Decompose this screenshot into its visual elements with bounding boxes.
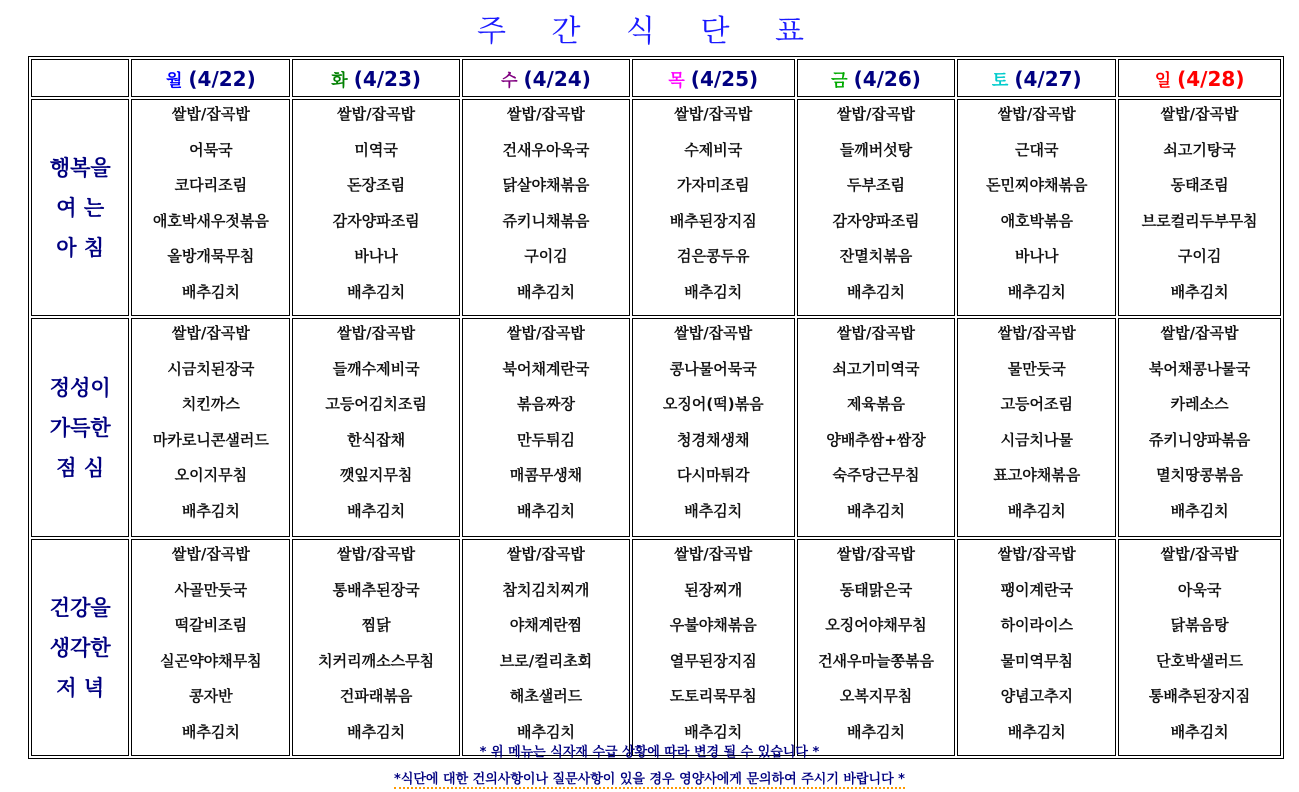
menu-list (798, 102, 955, 315)
menu-item: 코다리조림 (174, 176, 248, 194)
menu-item: 배추김치 (516, 501, 575, 520)
meal-label-line: 정성이 (49, 375, 111, 400)
menu-item: 배추김치 (1007, 722, 1066, 741)
menu-list (633, 542, 794, 755)
menu-item: 감자양파조림 (832, 211, 920, 230)
menu-item: 어묵국 (189, 140, 233, 159)
lunch-row (31, 318, 1281, 537)
menu-list (1119, 542, 1280, 755)
menu-item: 쌀밥/잡곡밥 (171, 105, 250, 123)
menu-list (132, 321, 289, 534)
menu-item: 팽이계란국 (1000, 580, 1074, 599)
menu-item: 볶음짜장 (516, 395, 575, 413)
menu-item: 바나나 (354, 247, 398, 265)
menu-item: 닭살야채볶음 (502, 176, 590, 194)
day-icon: 목 (668, 70, 685, 91)
day-header (462, 59, 630, 97)
menu-item: 청경채생채 (677, 430, 750, 449)
menu-item: 배추김치 (1170, 501, 1229, 520)
menu-item: 근대국 (1015, 140, 1059, 159)
menu-item: 쌀밥/잡곡밥 (997, 545, 1076, 563)
page-title: 주 간 식 단 표 (476, 14, 823, 49)
menu-cell (131, 99, 290, 316)
menu-item: 떡갈비조림 (174, 616, 248, 634)
menu-cell (292, 99, 460, 316)
menu-item: 건파래볶음 (339, 687, 413, 705)
menu-item: 미역국 (354, 140, 398, 159)
menu-item: 북어채콩나물국 (1148, 359, 1251, 378)
menu-item: 매콤무생채 (509, 466, 583, 484)
menu-item: 구이김 (1177, 247, 1222, 265)
day-date: (4/22) (188, 66, 256, 91)
day-date: (4/25) (690, 66, 759, 91)
menu-item: 쌀밥/잡곡밥 (674, 105, 753, 123)
menu-item: 오이지무침 (174, 466, 248, 484)
menu-item: 쌀밥/잡곡밥 (837, 545, 915, 563)
menu-cell (1118, 318, 1281, 537)
menu-cell (292, 539, 460, 756)
menu-item: 배추김치 (181, 501, 240, 520)
menu-item: 양념고추지 (1000, 687, 1074, 705)
day-icon: 화 (331, 70, 348, 91)
menu-item: 두부조림 (847, 176, 905, 194)
menu-item: 오징어(떡)볶음 (662, 395, 764, 413)
menu-item: 쌀밥/잡곡밥 (1160, 324, 1239, 342)
day-date: (4/28) (1177, 66, 1245, 91)
menu-item: 배추된장지짐 (669, 211, 757, 230)
menu-item: 쌀밥/잡곡밥 (674, 545, 753, 563)
menu-item: 건새우아욱국 (502, 140, 590, 159)
menu-list (293, 542, 459, 755)
menu-item: 배추김치 (516, 722, 575, 741)
menu-list (633, 102, 794, 315)
meal-label (31, 99, 129, 316)
menu-cell (632, 318, 795, 537)
menu-item: 우불야채볶음 (669, 616, 757, 634)
menu-item: 쌀밥/잡곡밥 (171, 545, 250, 563)
menu-item: 사골만둣국 (174, 580, 248, 599)
menu-list (958, 542, 1115, 755)
menu-item: 멸치땅콩볶음 (1156, 466, 1244, 484)
menu-item: 쌀밥/잡곡밥 (1160, 545, 1239, 563)
menu-item: 잔멸치볶음 (839, 247, 913, 265)
menu-item: 건새우마늘쫑볶음 (818, 651, 934, 670)
menu-list (293, 321, 459, 534)
menu-list (132, 542, 289, 755)
menu-item: 표고야채볶음 (993, 466, 1081, 484)
menu-item: 돈장조림 (347, 176, 406, 194)
menu-cell (797, 318, 956, 537)
dinner-row (31, 539, 1281, 756)
day-icon: 수 (501, 70, 518, 91)
menu-item: 배추김치 (181, 282, 240, 301)
menu-item: 검은콩두유 (677, 247, 750, 265)
menu-item: 수제비국 (684, 140, 743, 159)
menu-cell (462, 99, 630, 316)
menu-list (132, 102, 289, 315)
menu-item: 고등어김치조림 (325, 395, 427, 413)
menu-item: 찜닭 (361, 616, 391, 634)
notice-change: * 위 메뉴는 식자재 수급 상황에 따라 변경 될 수 있습니다 * (479, 745, 820, 760)
menu-cell (632, 99, 795, 316)
day-header (292, 59, 460, 97)
day-header (957, 59, 1116, 97)
weekly-menu-table (28, 56, 1284, 759)
menu-item: 콩자반 (189, 687, 233, 705)
menu-item: 동태조림 (1170, 176, 1229, 194)
menu-item: 쌀밥/잡곡밥 (997, 324, 1076, 342)
menu-item: 배추김치 (1170, 722, 1229, 741)
menu-item: 올방개묵무침 (167, 247, 255, 265)
menu-item: 물미역무침 (1000, 651, 1074, 670)
day-date: (4/23) (353, 66, 422, 91)
menu-item: 애호박볶음 (1000, 211, 1074, 230)
menu-item: 통배추된장국 (332, 580, 420, 599)
day-icon: 일 (1154, 70, 1172, 91)
day-icon: 월 (165, 70, 183, 91)
day-icon: 금 (831, 70, 848, 91)
day-header (797, 59, 956, 97)
menu-item: 제육볶음 (847, 395, 905, 413)
menu-item: 감자양파조림 (332, 211, 420, 230)
meal-label-line: 아 침 (56, 235, 105, 260)
menu-item: 시금치된장국 (167, 359, 255, 378)
menu-item: 치킨까스 (181, 395, 240, 413)
day-date: (4/26) (853, 66, 921, 91)
menu-item: 가자미조림 (677, 176, 750, 194)
menu-item: 배추김치 (684, 501, 743, 520)
meal-label-line: 생각한 (49, 635, 111, 660)
day-header (632, 59, 795, 97)
menu-item: 한식잡채 (347, 430, 406, 449)
menu-list (958, 321, 1115, 534)
menu-item: 북어채계란국 (502, 359, 590, 378)
menu-item: 만두튀김 (516, 430, 575, 449)
menu-item: 쌀밥/잡곡밥 (506, 324, 585, 342)
meal-label-line: 건강을 (49, 595, 111, 620)
menu-item: 다시마튀각 (677, 466, 750, 484)
day-header (1118, 59, 1281, 97)
notice-inquiry-text: *식단에 대한 건의사항이나 질문사항이 있을 경우 영양사에게 문의하여 주시기 바랍니다 * (394, 772, 905, 787)
menu-item: 깻잎지무침 (339, 466, 413, 484)
menu-item: 쌀밥/잡곡밥 (171, 324, 250, 342)
menu-cell (462, 318, 630, 537)
menu-cell (957, 318, 1116, 537)
meal-label-line: 가득한 (49, 415, 111, 440)
menu-item: 쌀밥/잡곡밥 (1160, 105, 1239, 123)
menu-item: 양배추쌈+쌈장 (826, 430, 926, 449)
menu-item: 배추김치 (684, 722, 743, 741)
day-header (131, 59, 290, 97)
menu-item: 쌀밥/잡곡밥 (837, 105, 915, 123)
meal-label-line: 저 녁 (56, 675, 105, 700)
menu-item: 배추김치 (847, 722, 905, 741)
menu-list (463, 102, 629, 315)
menu-item: 배추김치 (347, 722, 406, 741)
menu-item: 배추김치 (347, 282, 406, 301)
menu-item: 배추김치 (1170, 282, 1229, 301)
header-row (31, 59, 1281, 97)
meal-label (31, 539, 129, 756)
day-date: (4/27) (1014, 66, 1082, 91)
menu-item: 쇠고기미역국 (832, 359, 920, 378)
menu-item: 통배추된장지짐 (1148, 687, 1251, 705)
menu-item: 배추김치 (684, 282, 743, 301)
menu-item: 콩나물어묵국 (669, 359, 757, 378)
menu-cell (1118, 539, 1281, 756)
menu-item: 오복지무침 (839, 687, 913, 705)
menu-item: 애호박새우젓볶음 (152, 211, 269, 230)
menu-item: 배추김치 (516, 282, 575, 301)
menu-list (1119, 321, 1280, 534)
menu-item: 오징어야채무침 (825, 616, 927, 634)
menu-item: 돈민찌야채볶음 (986, 176, 1088, 194)
menu-item: 쌀밥/잡곡밥 (506, 545, 585, 563)
menu-item: 시금치나물 (1000, 430, 1074, 449)
menu-item: 배추김치 (181, 722, 240, 741)
menu-cell (131, 539, 290, 756)
menu-list (293, 102, 459, 315)
menu-item: 쌀밥/잡곡밥 (997, 105, 1076, 123)
notice-inquiry (0, 768, 1299, 787)
meal-label-line: 행복을 (49, 155, 111, 180)
menu-item: 참치김치찌개 (502, 580, 590, 599)
menu-item: 배추김치 (847, 501, 905, 520)
menu-item: 쇠고기탕국 (1163, 140, 1236, 159)
menu-cell (292, 318, 460, 537)
menu-item: 구이김 (524, 247, 568, 265)
menu-item: 된장찌개 (684, 580, 743, 599)
menu-cell (957, 539, 1116, 756)
menu-item: 하이라이스 (1000, 616, 1074, 634)
menu-cell (462, 539, 630, 756)
menu-list (463, 321, 629, 534)
menu-list (798, 321, 955, 534)
menu-item: 고등어조림 (1000, 395, 1074, 413)
menu-cell (797, 539, 956, 756)
day-icon: 토 (991, 70, 1009, 91)
menu-item: 쌀밥/잡곡밥 (674, 324, 753, 342)
breakfast-row (31, 99, 1281, 316)
menu-item: 쌀밥/잡곡밥 (837, 324, 915, 342)
menu-item: 열무된장지짐 (669, 651, 757, 670)
menu-item: 야채계란찜 (509, 616, 583, 634)
menu-item: 배추김치 (847, 282, 905, 301)
menu-item: 치커리깨소스무침 (318, 651, 435, 670)
meal-label (31, 318, 129, 537)
menu-cell (797, 99, 956, 316)
menu-cell (131, 318, 290, 537)
menu-item: 쥬키니양파볶음 (1148, 430, 1251, 449)
menu-item: 배추김치 (347, 501, 406, 520)
menu-list (1119, 102, 1280, 315)
menu-item: 바나나 (1015, 247, 1059, 265)
menu-item: 닭볶음탕 (1170, 616, 1229, 634)
menu-item: 쌀밥/잡곡밥 (337, 324, 416, 342)
menu-cell (957, 99, 1116, 316)
meal-label-line: 여 는 (56, 195, 105, 220)
menu-item: 마카로니콘샐러드 (152, 430, 269, 449)
menu-item: 들깨수제비국 (332, 359, 420, 378)
menu-item: 쌀밥/잡곡밥 (337, 545, 416, 563)
menu-item: 쌀밥/잡곡밥 (337, 105, 416, 123)
menu-item: 브로/컬리초회 (499, 651, 593, 670)
menu-item: 단호박샐러드 (1156, 651, 1244, 670)
menu-list (463, 542, 629, 755)
menu-item: 도토리묵무침 (669, 687, 757, 705)
menu-item: 쥬키니채볶음 (502, 211, 590, 230)
menu-item: 실곤약야채무침 (160, 651, 262, 670)
menu-item: 아욱국 (1177, 580, 1222, 599)
menu-list (958, 102, 1115, 315)
meal-label-line: 점 심 (56, 455, 105, 480)
menu-item: 쌀밥/잡곡밥 (506, 105, 585, 123)
menu-item: 동태맑은국 (839, 580, 913, 599)
menu-item: 숙주당근무침 (832, 466, 920, 484)
menu-list (798, 542, 955, 755)
menu-item: 배추김치 (1007, 501, 1066, 520)
menu-list (633, 321, 794, 534)
menu-item: 해초샐러드 (509, 687, 583, 705)
menu-cell (1118, 99, 1281, 316)
day-date: (4/24) (523, 66, 591, 91)
menu-cell (632, 539, 795, 756)
menu-item: 카레소스 (1170, 395, 1229, 413)
menu-item: 들깨버섯탕 (839, 140, 913, 159)
menu-item: 물만둣국 (1007, 359, 1066, 378)
corner-cell (31, 59, 129, 97)
menu-item: 배추김치 (1007, 282, 1066, 301)
menu-item: 브로컬리두부무침 (1141, 211, 1258, 230)
